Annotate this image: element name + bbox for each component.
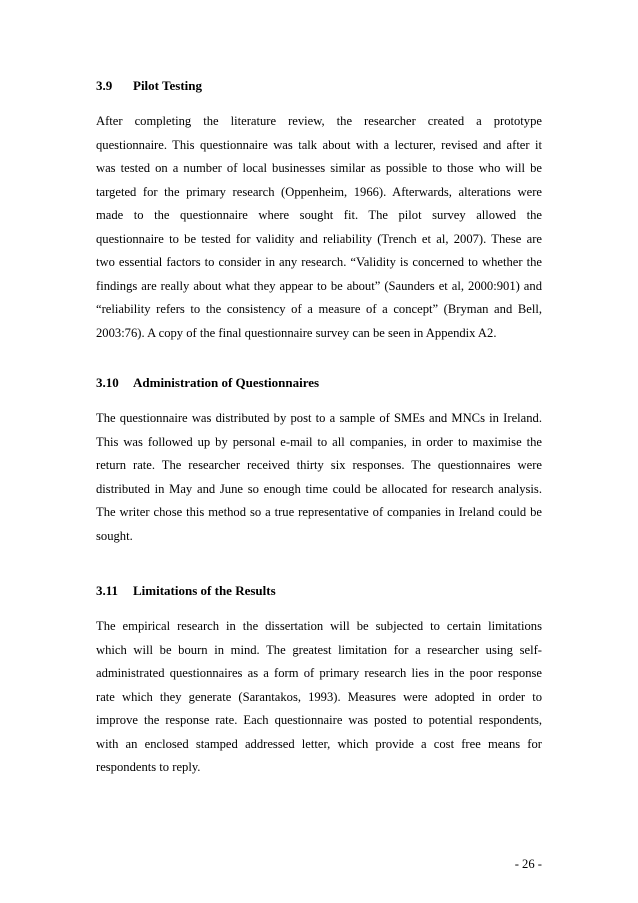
page-number: - 26 - <box>514 857 542 871</box>
text-line: sought. <box>96 528 133 543</box>
section-heading-limitations <box>96 583 276 599</box>
section-title: Administration of Questionnaires <box>133 375 320 390</box>
paragraph-administration <box>96 407 542 548</box>
text-line: “reliability refers to the consistency of a measure of a concept” (Bryman and Bell, <box>96 302 542 316</box>
text-line: targeted for the primary research (Oppenheim, 1966). Afterwards, alterations were <box>96 184 542 199</box>
section-number: 3.10 <box>96 375 119 390</box>
text-line: with an enclosed stamped addressed letter, which provide a cost free means for <box>96 736 542 751</box>
paragraph-limitations <box>96 615 542 780</box>
text-line: was tested on a number of local businesses similar as possible to those who will be <box>96 161 542 175</box>
text-line: After completing the literature review, the researcher created a prototype <box>96 114 542 128</box>
text-line: rate which they generate (Sarantakos, 1993). Measures were adopted in order to <box>96 689 542 704</box>
text-line: return rate. The researcher received thirty six responses. The questionnaires were <box>96 458 542 472</box>
text-line: The empirical research in the dissertation will be subjected to certain limitations <box>96 619 542 633</box>
section-heading-pilot-testing <box>96 78 202 94</box>
section-title: Limitations of the Results <box>133 583 276 598</box>
text-line: findings are really about what they appear to be about” (Saunders et al, 2000:901) and <box>96 278 542 293</box>
section-title: Pilot Testing <box>133 78 202 93</box>
section-number: 3.9 <box>96 78 113 93</box>
text-line: questionnaire to be tested for validity and reliability (Trench et al, 2007). These are <box>96 231 542 246</box>
text-line: two essential factors to consider in any research. “Validity is concerned to whether the <box>96 255 542 269</box>
text-line: administrated questionnaires as a form of primary research lies in the poor response <box>96 666 542 680</box>
text-line: questionnaire. This questionnaire was talk about with a lecturer, revised and after it <box>96 137 542 152</box>
section-heading-administration <box>96 375 319 391</box>
text-line: which will be bourn in mind. The greatest limitation for a researcher using self- <box>96 642 542 657</box>
text-line: made to the questionnaire where sought fit. The pilot survey allowed the <box>96 208 542 222</box>
text-line: The writer chose this method so a true representative of companies in Ireland could be <box>96 505 542 519</box>
text-line: 2003:76). A copy of the final questionnaire survey can be seen in Appendix A2. <box>96 325 497 340</box>
text-line: distributed in May and June so enough time could be allocated for research analysis. <box>96 481 542 496</box>
text-line: respondents to reply. <box>96 760 201 774</box>
text-line: improve the response rate. Each questionnaire was posted to potential respondents, <box>96 713 542 727</box>
paragraph-pilot-testing <box>96 110 542 345</box>
section-number: 3.11 <box>96 583 119 598</box>
text-line: The questionnaire was distributed by post to a sample of SMEs and MNCs in Ireland. <box>96 411 542 425</box>
text-line: This was followed up by personal e-mail to all companies, in order to maximise the <box>96 434 542 449</box>
